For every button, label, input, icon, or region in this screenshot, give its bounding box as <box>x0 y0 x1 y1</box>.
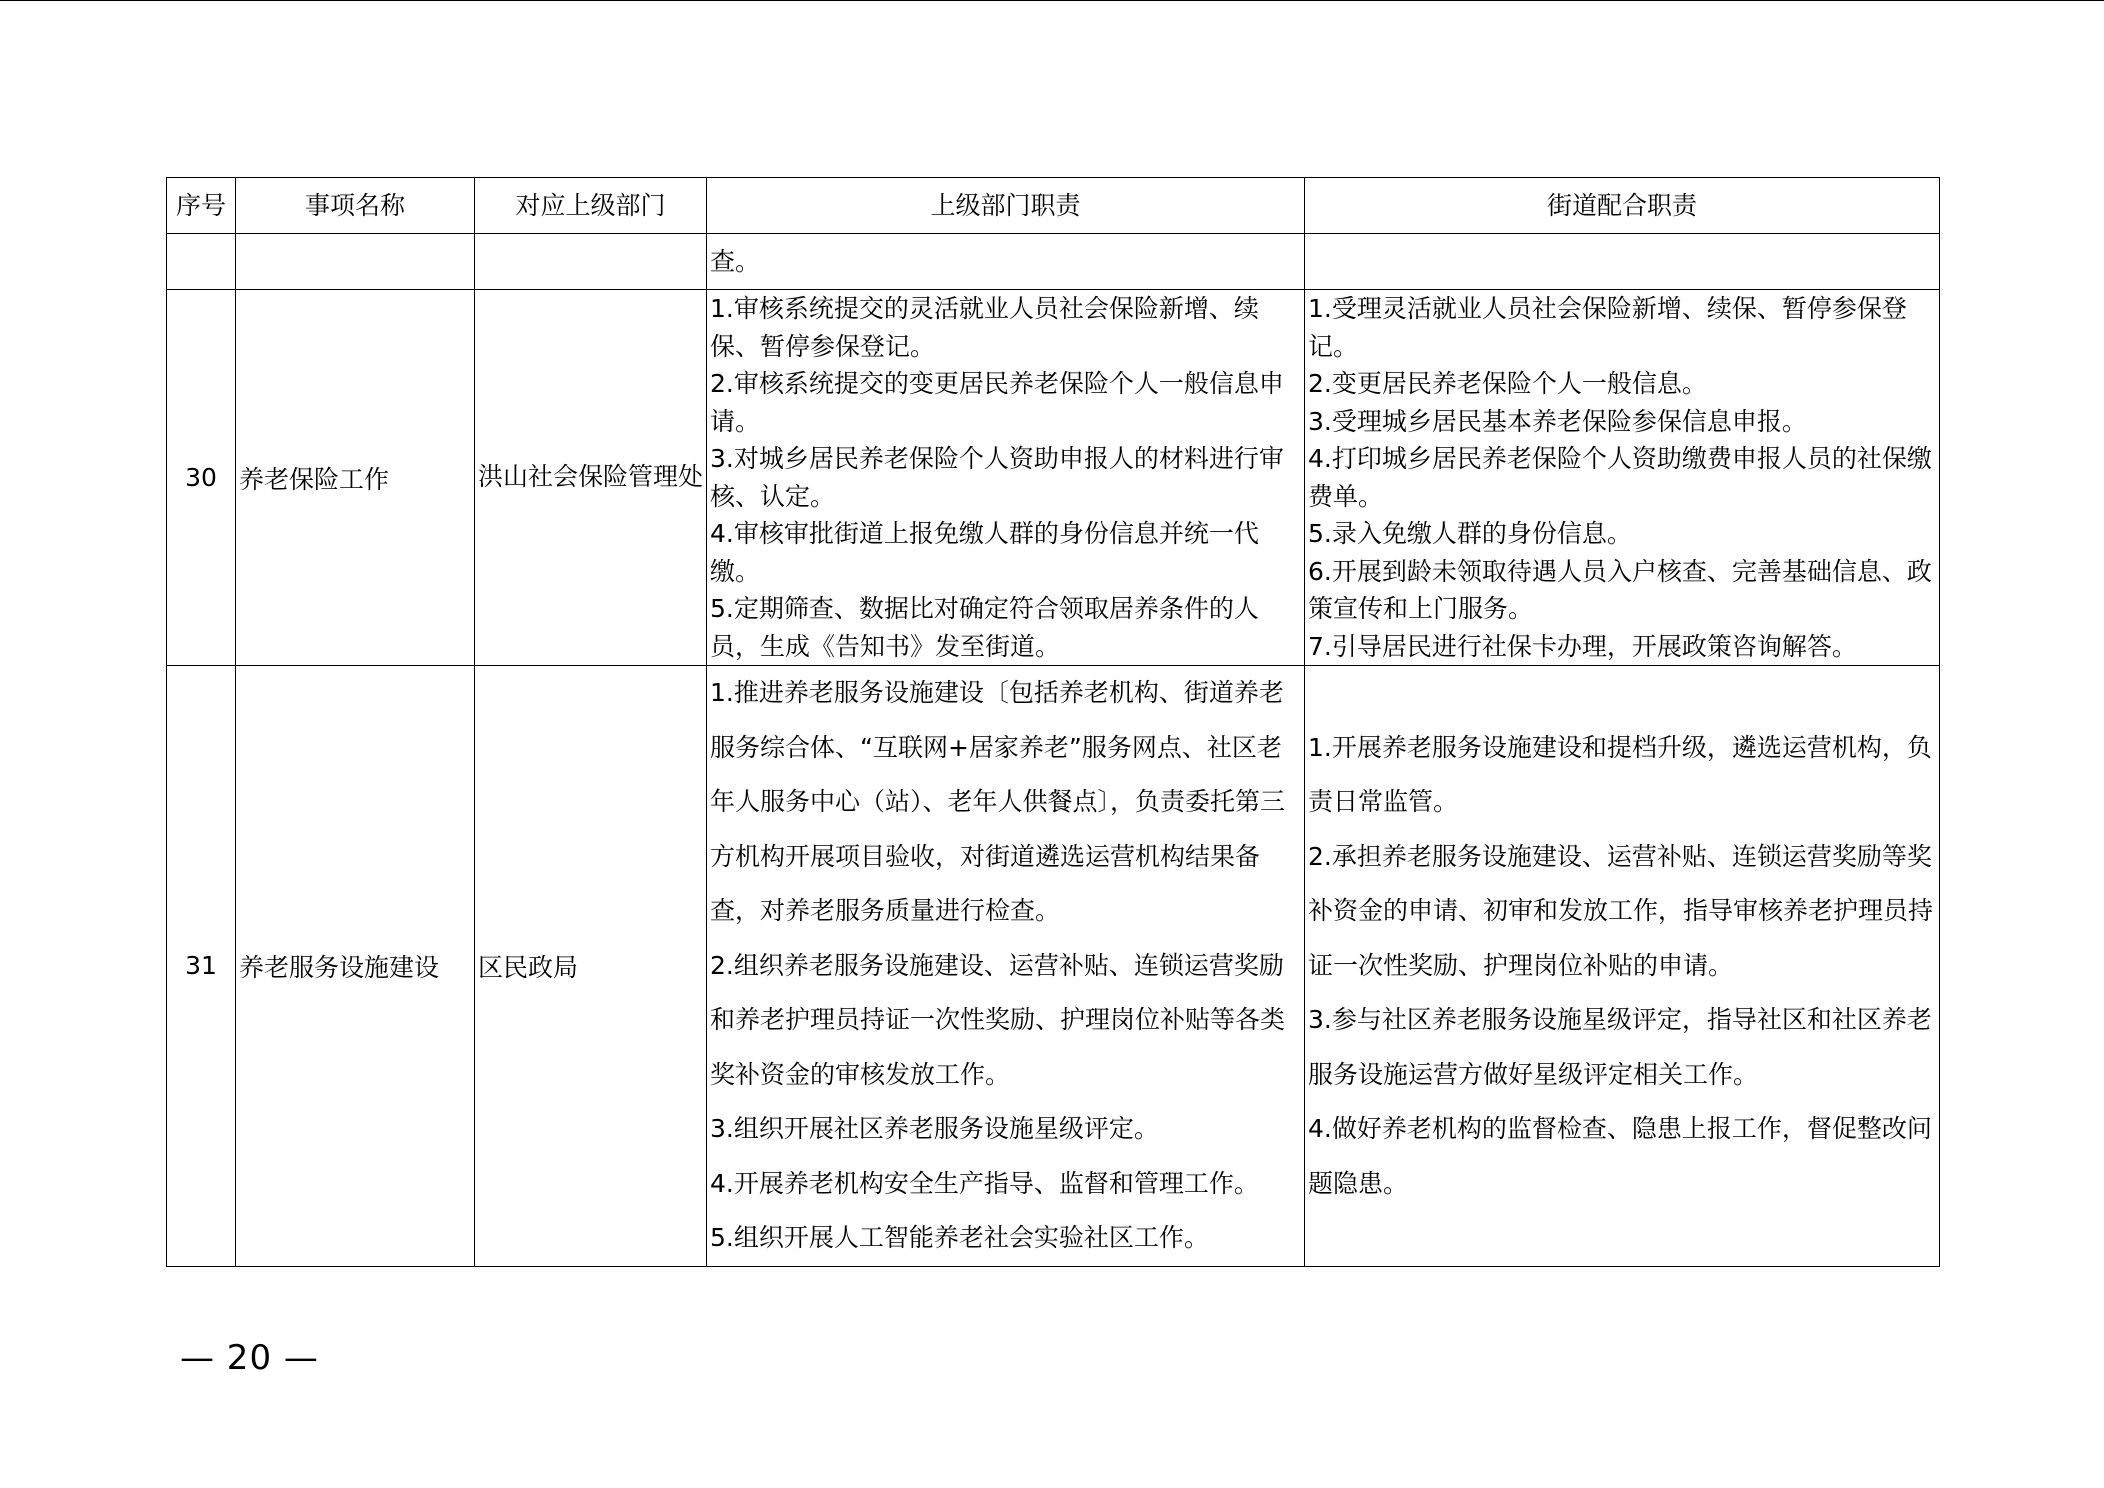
duty-item: 4.做好养老机构的监督检查、隐患上报工作，督促整改问题隐患。 <box>1308 1114 1932 1198</box>
duty-item: 3.组织开展社区养老服务设施星级评定。 <box>710 1114 1159 1143</box>
duty-item: 3.受理城乡居民基本养老保险参保信息申报。 <box>1308 406 1807 436</box>
duty-item: 3.对城乡居民养老保险个人资助申报人的材料进行审核、认定。 <box>710 444 1284 511</box>
duty-item: 1.开展养老服务设施建设和提档升级，遴选运营机构，负责日常监管。 <box>1308 732 1932 816</box>
duty-item: 5.组织开展人工智能养老社会实验社区工作。 <box>710 1223 1209 1252</box>
duty-item: 5.录入免缴人群的身份信息。 <box>1308 519 1632 548</box>
cell-no <box>167 234 236 290</box>
cell-superior-dept <box>475 234 707 290</box>
table-row <box>167 290 1940 666</box>
duty-item: 1.审核系统提交的灵活就业人员社会保险新增、续保、暂停参保登记。 <box>710 294 1259 361</box>
cell-item-name <box>236 234 475 290</box>
page-number: — 20 — <box>180 1338 319 1378</box>
header-superior-duties: 上级部门职责 <box>707 178 1305 234</box>
duty-item: 1.推进养老服务设施建设〔包括养老机构、街道养老服务综合体、“互联网+居家养老”服务网点、社区老年人服务中心（站）、老年人供餐点〕，负责委托第三方机构开展项目验收，对街道遴选运营机构结果备查，对养老服务质量进行检查。 <box>710 678 1286 925</box>
header-no: 序号 <box>167 178 236 234</box>
duty-item: 1.受理灵活就业人员社会保险新增、续保、暂停参保登记。 <box>1308 294 1907 361</box>
duty-item: 4.审核审批街道上报免缴人群的身份信息并统一代缴。 <box>710 519 1259 586</box>
cell-superior-dept: 区民政局 <box>475 666 707 1267</box>
cell-no: 31 <box>167 666 236 1267</box>
duty-item: 6.开展到龄未领取待遇人员入户核查、完善基础信息、政策宣传和上门服务。 <box>1308 556 1932 623</box>
header-street-duties: 街道配合职责 <box>1305 178 1940 234</box>
duty-table <box>166 177 1940 1267</box>
cell-item-name: 养老保险工作 <box>236 290 475 666</box>
table-row-continuation <box>167 234 1940 290</box>
duty-item: 7.引导居民进行社保卡办理，开展政策咨询解答。 <box>1308 631 1857 661</box>
header-superior-dept: 对应上级部门 <box>475 178 707 234</box>
cell-street-duties <box>1305 666 1940 1267</box>
header-item-name: 事项名称 <box>236 178 475 234</box>
cell-superior-duties <box>707 234 1305 290</box>
duty-item: 2.变更居民养老保险个人一般信息。 <box>1308 369 1707 398</box>
cell-superior-duties <box>707 666 1305 1267</box>
cell-superior-dept: 洪山社会保险管理处 <box>475 290 707 666</box>
duty-item: 2.审核系统提交的变更居民养老保险个人一般信息申请。 <box>710 369 1284 436</box>
cell-street-duties <box>1305 234 1940 290</box>
duty-text: 查。 <box>710 246 761 276</box>
duty-item: 2.组织养老服务设施建设、运营补贴、连锁运营奖励和养老护理员持证一次性奖励、护理岗位补贴等各类奖补资金的审核发放工作。 <box>710 950 1286 1089</box>
cell-superior-duties <box>707 290 1305 666</box>
page-top-border <box>0 0 2104 1</box>
table-header-row <box>167 178 1940 234</box>
cell-street-duties <box>1305 290 1940 666</box>
table-row <box>167 666 1940 1267</box>
duty-item: 2.承担养老服务设施建设、运营补贴、连锁运营奖励等奖补资金的申请、初审和发放工作，指导审核养老护理员持证一次性奖励、护理岗位补贴的申请。 <box>1308 841 1934 980</box>
duty-item: 4.开展养老机构安全生产指导、监督和管理工作。 <box>710 1168 1259 1198</box>
duty-item: 4.打印城乡居民养老保险个人资助缴费申报人员的社保缴费单。 <box>1308 444 1932 511</box>
duty-item: 3.参与社区养老服务设施星级评定，指导社区和社区养老服务设施运营方做好星级评定相关工作。 <box>1308 1005 1932 1089</box>
duty-table-container <box>166 177 1940 1267</box>
duty-item: 5.定期筛查、数据比对确定符合领取居养条件的人员，生成《告知书》发至街道。 <box>710 594 1259 661</box>
cell-no: 30 <box>167 290 236 666</box>
cell-item-name: 养老服务设施建设 <box>236 666 475 1267</box>
